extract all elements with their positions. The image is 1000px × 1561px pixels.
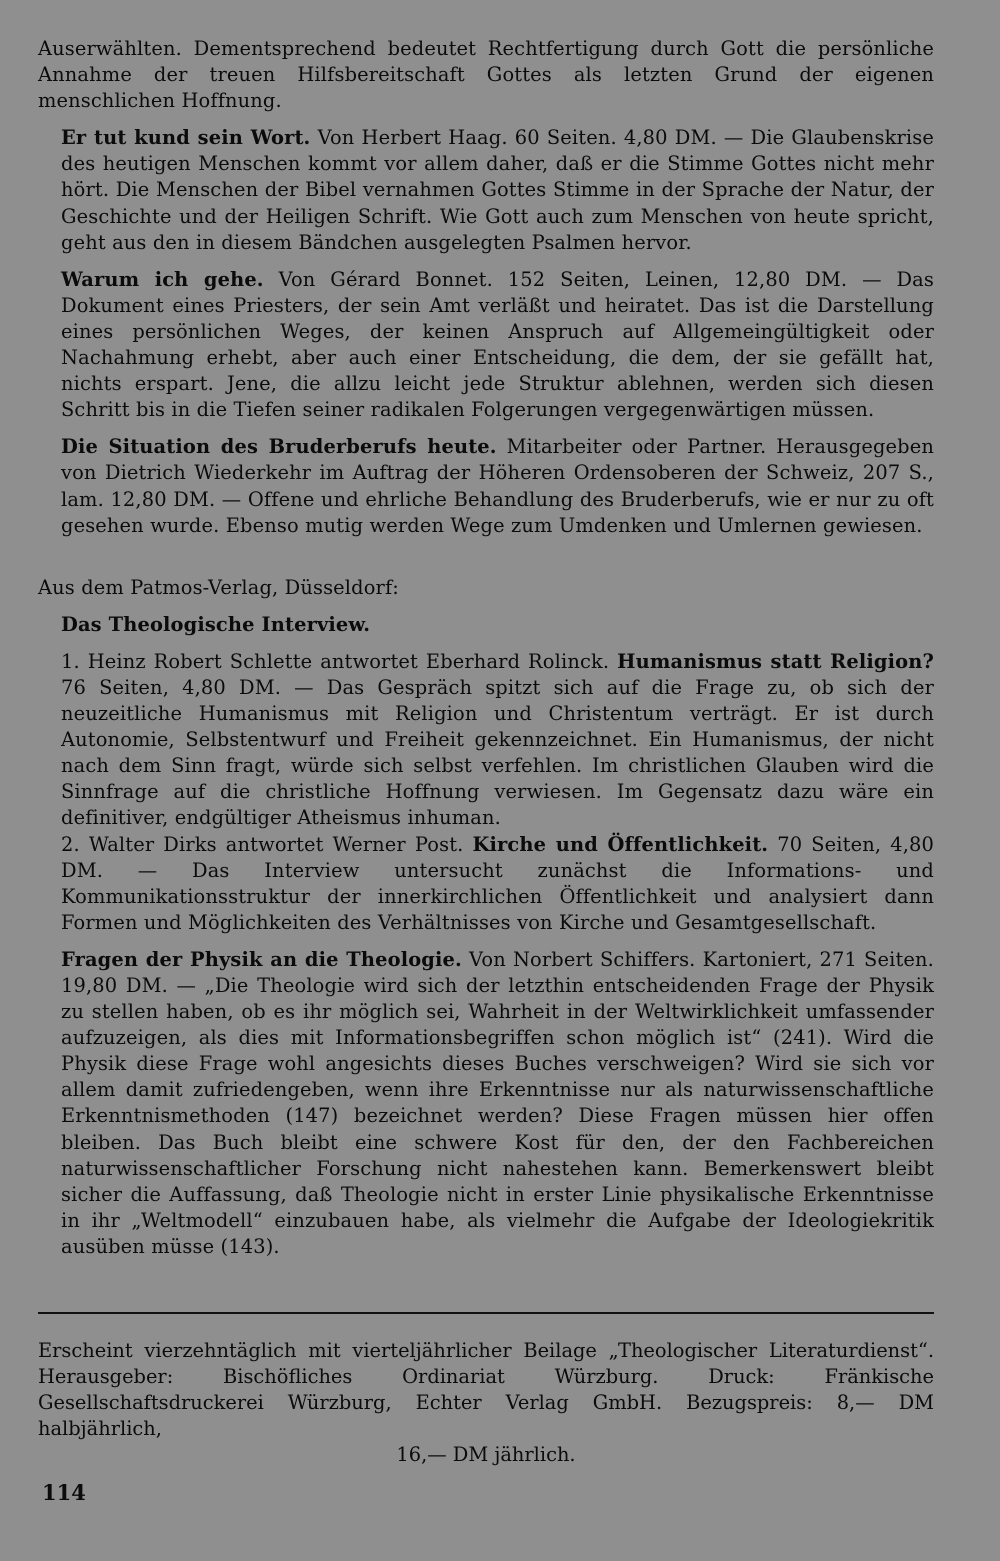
review-body: 70 Seiten, 4,80 DM. — Das Interview untersucht zunächst die Informations- und Kommunikationsstruktur der innerkirchlichen Öffentlichkeit und analysiert dann Formen und Möglichkeiten des Verhältnisses von Kirche und Gesamtgesellschaft. <box>61 832 934 934</box>
review-paragraph <box>38 125 934 255</box>
imprint-footer <box>38 1338 934 1468</box>
book-title: Er tut kund sein Wort. <box>61 126 311 150</box>
book-title: Kirche und Öffentlichkeit. <box>472 832 769 856</box>
body-text <box>38 36 934 1260</box>
interview-item <box>38 649 934 832</box>
review-body: 76 Seiten, 4,80 DM. — Das Gespräch spitzt sich auf die Frage zu, ob sich der neuzeitliche Humanismus mit Religion und Christentum verträgt. Er ist durch Autonomie, Selbstentwurf und Freiheit gekennzeichnet. Ein Humanismus, der nicht nach dem Sinn fragt, würde sich selbst verfehlen. Im christlichen Glauben wird die Sinnfrage auf die christliche Hoffnung verwiesen. Im Gegensatz dazu wäre ein definitiver, endgültiger Atheismus inhuman. <box>61 675 934 830</box>
review-body: Mitarbeiter oder Partner. Herausgegeben von Dietrich Wiederkehr im Auftrag der Höheren Ordensoberen der Schweiz, 207 S., lam. 12,80 DM. — Offene und ehrliche Behandlung des Bruderberufs, wie er nur zu oft gesehen wurde. Ebenso mutig werden Wege zum Umdenken und Umlernen gewiesen. <box>61 435 934 537</box>
review-body: Von Norbert Schiffers. Kartoniert, 271 Seiten. 19,80 DM. — „Die Theologie wird sich der letzthin entscheidenden Frage der Physik zu stellen haben, ob es ihr möglich sei, Wahrheit in der Weltwirklichkeit umfassender aufzuzeigen, als dies mit Informationsbegriffen schon möglich ist“ (241). Wird die Physik diese Frage wohl angesichts dieses Buches verschweigen? Wird sie sich vor allem damit zufriedengeben, wenn ihre Erkenntnisse nur als naturwissenschaftliche Erkenntnismethoden (147) bezeichnet werden? Diese Fragen müssen hier offen bleiben. Das Buch bleibt eine schwere Kost für den, der den Fachbereichen naturwissenschaftlicher Forschung nicht nahestehen kann. Bemerkenswert bleibt sicher die Auffassung, daß Theologie nicht in erster Linie physikalische Erkenntnisse in ihr „Weltmodell“ einzubauen habe, als vielmehr die Aufgabe der Ideologiekritik ausüben müsse (143). <box>61 947 934 1258</box>
interview-lead: 1. Heinz Robert Schlette antwortet Eberhard Rolinck. <box>61 649 610 673</box>
book-title: Fragen der Physik an die Theologie. <box>61 947 462 971</box>
footer-divider <box>38 1312 934 1314</box>
intro-paragraph: Auserwählten. Dementsprechend bedeutet Rechtfertigung durch Gott die persönliche Annahme der treuen Hilfsbereitschaft Gottes als letzten Grund der eigenen menschlichen Hoffnung. <box>38 37 934 113</box>
review-body: Von Gérard Bonnet. 152 Seiten, Leinen, 12,80 DM. — Das Dokument eines Priesters, der sein Amt verläßt und heiratet. Das ist die Darstellung eines persönlichen Weges, der keinen Anspruch auf Allgemeingültigkeit oder Nachahmung erhebt, aber auch einer Entscheidung, die dem, der sie gefällt hat, nichts erspart. Jene, die allzu leicht jede Struktur ablehnen, werden sich diesen Schritt bis in die Tiefen seiner radikalen Folgerungen vergegenwärtigen müssen. <box>61 267 934 422</box>
series-title-text: Das Theologische Interview. <box>61 612 371 636</box>
review-paragraph <box>38 947 934 1260</box>
series-title <box>38 612 934 638</box>
review-body: Von Herbert Haag. 60 Seiten. 4,80 DM. — Die Glaubenskrise des heutigen Menschen kommt vor allem daher, daß er die Stimme Gottes nicht mehr hört. Die Menschen der Bibel vernahmen Gottes Stimme in der Sprache der Natur, der Geschichte und der Heiligen Schrift. Wie Gott auch zum Menschen von heute spricht, geht aus den in diesem Bändchen ausgelegten Psalmen hervor. <box>61 126 934 254</box>
publisher-heading: Aus dem Patmos-Verlag, Düsseldorf: <box>38 575 399 599</box>
review-paragraph <box>38 434 934 538</box>
book-title: Die Situation des Bruderberufs heute. <box>61 435 497 459</box>
book-title: Warum ich gehe. <box>61 267 264 291</box>
book-title: Humanismus statt Religion? <box>617 649 934 673</box>
interview-item <box>38 832 934 936</box>
interview-lead: 2. Walter Dirks antwortet Werner Post. <box>61 832 464 856</box>
imprint-text: Erscheint vierzehntäglich mit vierteljährlicher Beilage „Theologischer Literaturdienst“. Herausgeber: Bischöfliches Ordinariat Würzburg. Druck: Fränkische Gesellschaftsdruckerei Würzburg, Echter Verlag GmbH. Bezugspreis: 8,— DM halbjährlich, <box>38 1339 934 1440</box>
imprint-price: 16,— DM jährlich. <box>396 1443 576 1466</box>
review-paragraph <box>38 267 934 424</box>
page-number: 114 <box>42 1480 86 1505</box>
